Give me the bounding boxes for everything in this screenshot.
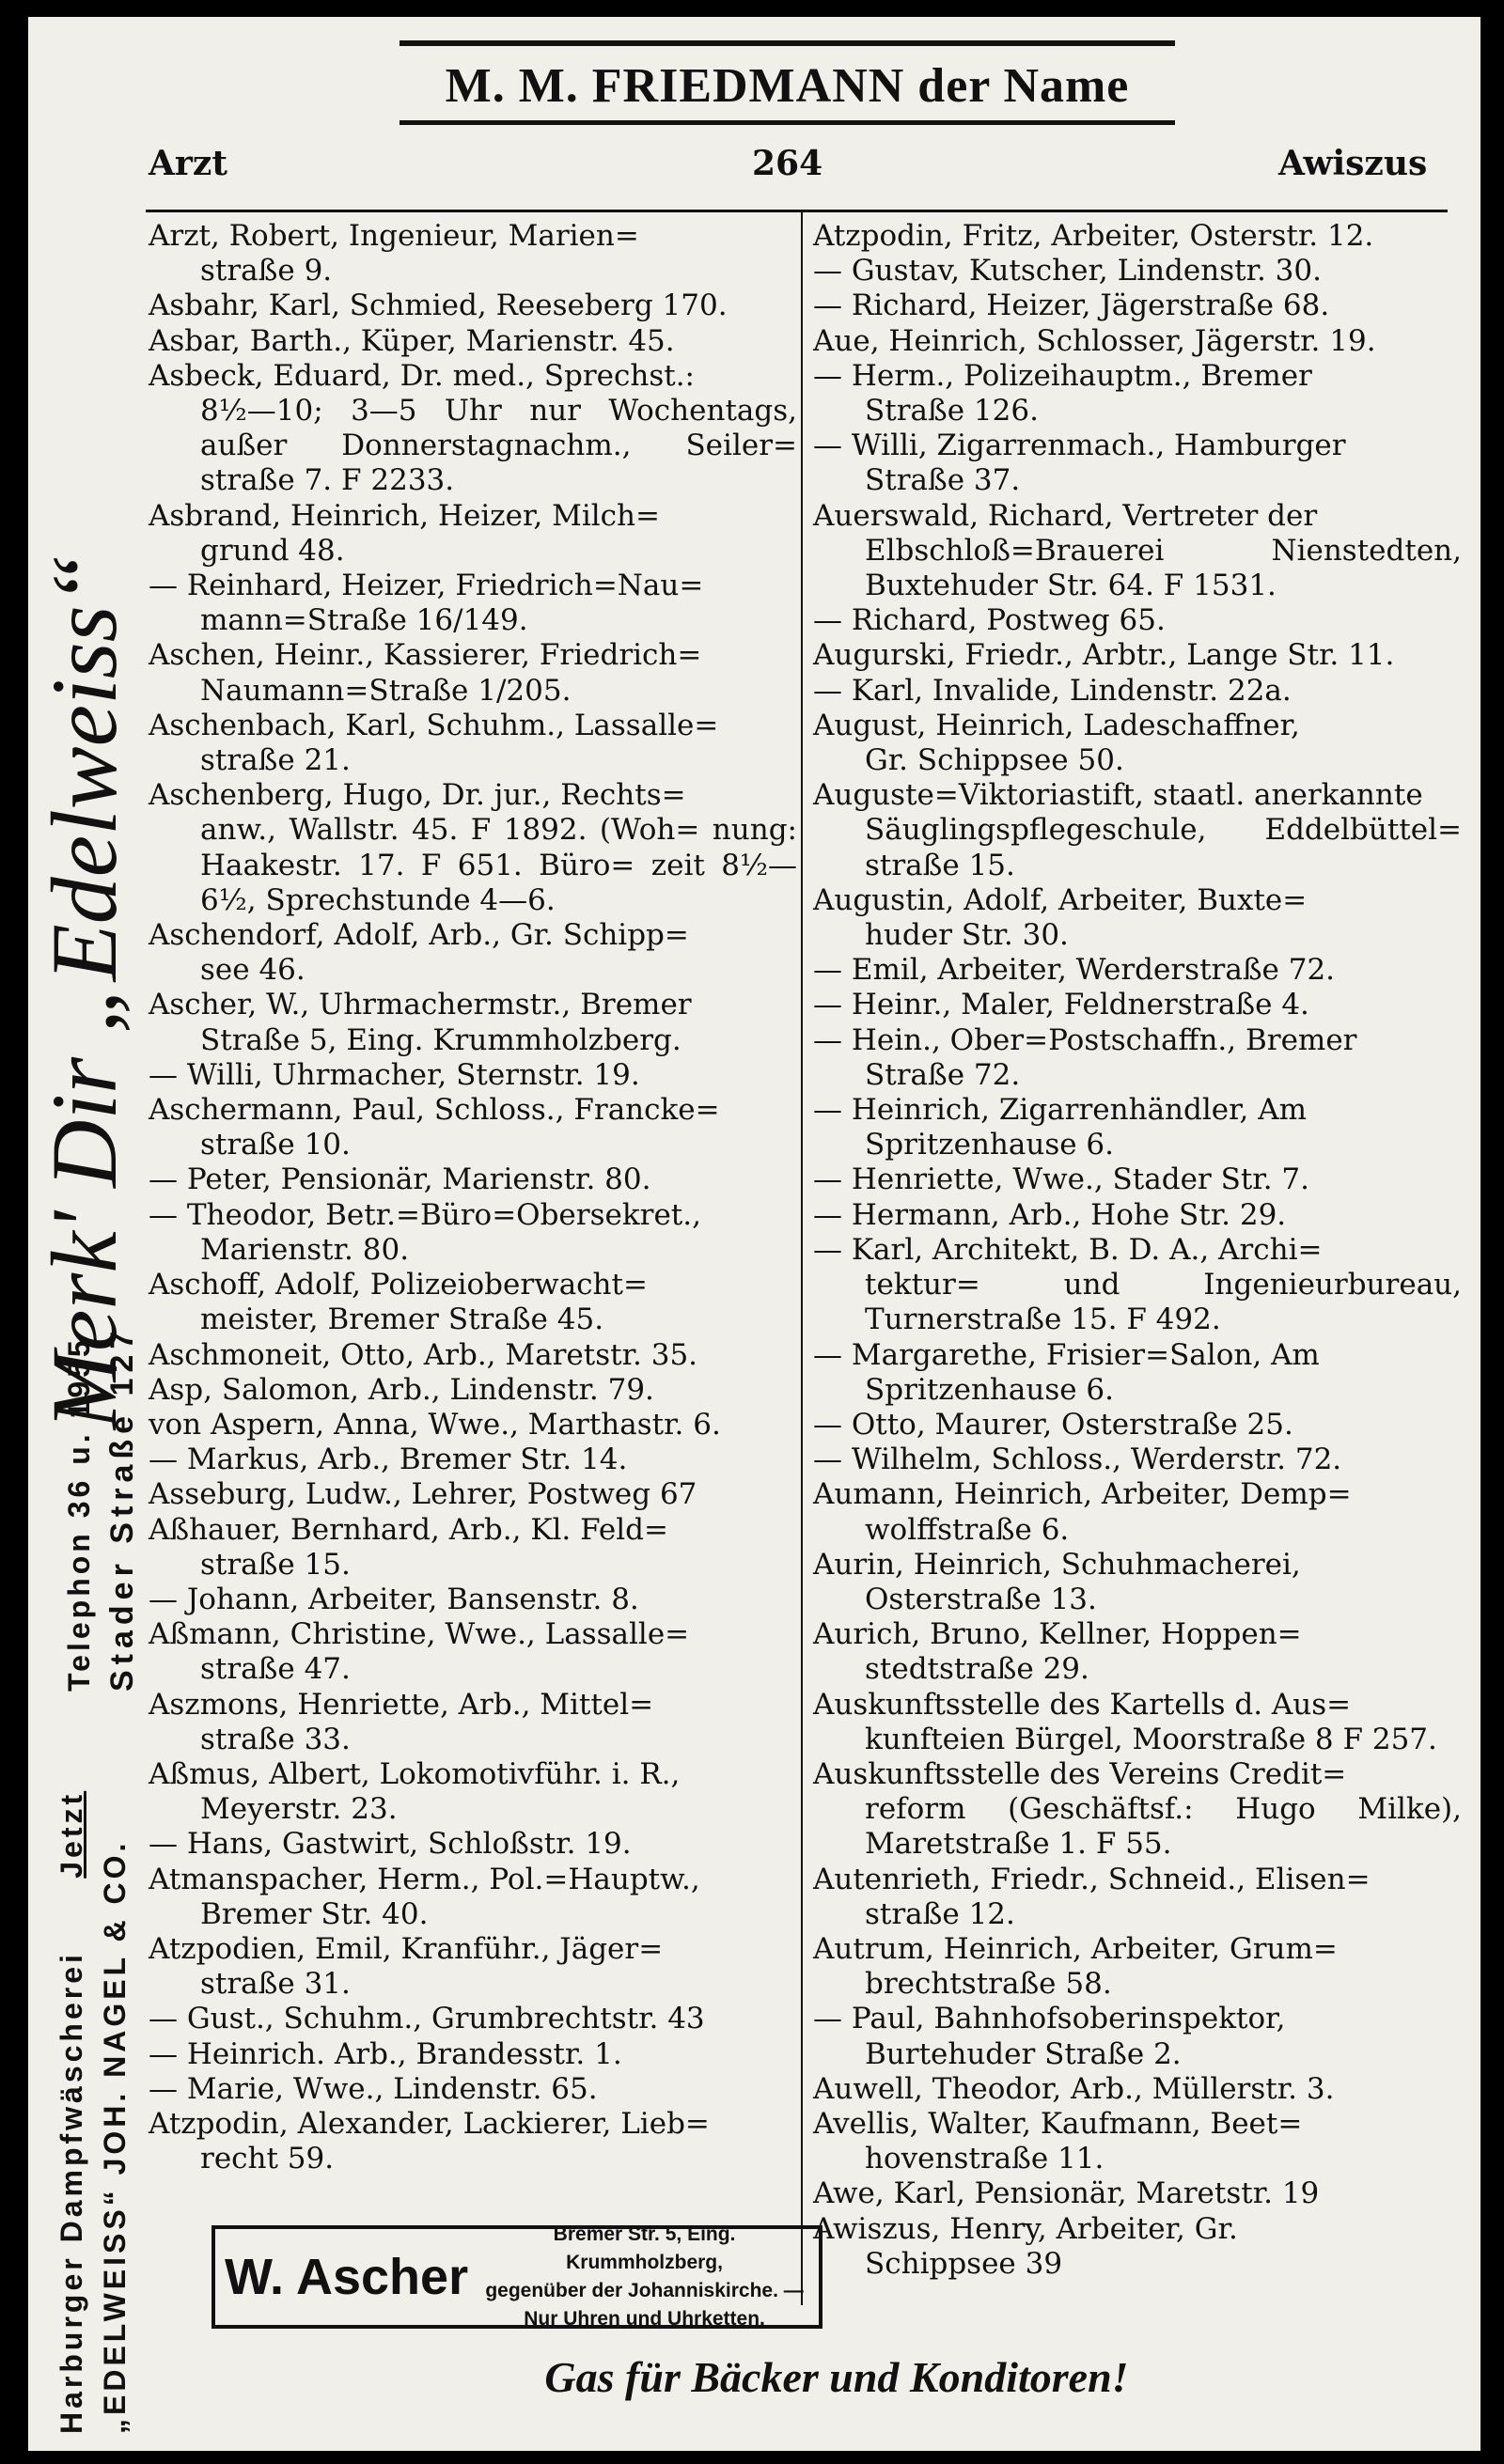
entry-continuation: Straße 37. [865, 463, 1021, 498]
entry-text: — Henriette, Wwe., Stader Str. 7. [813, 1162, 1309, 1197]
directory-entry [149, 359, 797, 499]
entry-text: — Heinrich, Zigarrenhändler, Am [813, 1093, 1308, 1128]
entry-text: Aschenbach, Karl, Schuhm., Lassalle= [149, 708, 719, 742]
directory-entry [813, 1233, 1462, 1338]
footer-slogan: Gas für Bäcker und Konditoren! [544, 2353, 1129, 2401]
side-phone: Telephon 36 u. 1955 [62, 1336, 96, 1692]
entry-text: — Richard, Postweg 65. [813, 603, 1166, 638]
top-rule [400, 40, 1175, 46]
entry-text: August, Heinrich, Ladeschaffner, [813, 708, 1300, 742]
page-number: 264 [752, 144, 823, 183]
header-right-keyword: Awiszus [1278, 144, 1428, 183]
entry-text: — Johann, Arbeiter, Bansenstr. 8. [149, 1582, 639, 1616]
entry-text: Augustin, Adolf, Arbeiter, Buxte= [813, 882, 1308, 917]
entry-continuation: Säuglingspflegeschule, Eddelbüttel= straße 15. [865, 813, 1462, 882]
directory-entry [813, 1548, 1462, 1617]
directory-entry [813, 289, 1462, 323]
directory-entry [813, 603, 1462, 638]
entry-text: Atzpodin, Fritz, Arbeiter, Osterstr. 12. [813, 219, 1374, 253]
banner-rule [400, 120, 1175, 125]
entry-text: Aschendorf, Adolf, Arb., Gr. Schipp= [149, 918, 689, 953]
entry-text: Avellis, Walter, Kaufmann, Beet= [813, 2106, 1303, 2141]
directory-entry [813, 1093, 1462, 1162]
entry-continuation: mann=Straße 16/149. [200, 603, 528, 638]
side-now: Jetzt [55, 1790, 88, 1879]
entry-text: — Richard, Heizer, Jägerstraße 68. [813, 289, 1330, 323]
entry-continuation: Schippsee 39 [865, 2246, 1063, 2281]
entry-text: Aumann, Heinrich, Arbeiter, Demp= [813, 1477, 1352, 1512]
entry-text: Aschen, Heinr., Kassierer, Friedrich= [149, 638, 702, 673]
directory-entry [149, 1617, 797, 1687]
entry-text: Asbar, Barth., Küper, Marienstr. 45. [149, 323, 675, 358]
directory-entry [149, 1477, 797, 1512]
directory-entry [149, 778, 797, 918]
entry-text: Autenrieth, Friedr., Schneid., Elisen= [813, 1862, 1371, 1896]
directory-entry [813, 324, 1462, 359]
directory-entry [149, 1827, 797, 1862]
entry-continuation: see 46. [200, 953, 306, 988]
entry-continuation: stedtstraße 29. [865, 1652, 1089, 1687]
directory-entry [149, 499, 797, 569]
directory-entry [813, 2072, 1462, 2107]
entry-text: Atmanspacher, Herm., Pol.=Hauptw., [149, 1862, 700, 1896]
banner-title: M. M. FRIEDMANN der Name [445, 58, 1130, 113]
entry-text: Aschoff, Adolf, Polizeioberwacht= [149, 1268, 648, 1302]
directory-entry [813, 953, 1462, 988]
entry-text: — Heinr., Maler, Feldnerstraße 4. [813, 988, 1309, 1022]
directory-entry [149, 2037, 797, 2072]
directory-entry [149, 2107, 797, 2176]
entry-text: — Marie, Wwe., Lindenstr. 65. [149, 2071, 598, 2106]
directory-entry [813, 1477, 1462, 1547]
directory-entry [813, 499, 1462, 604]
header-left-keyword: Arzt [149, 144, 227, 183]
entry-continuation: meister, Bremer Straße 45. [200, 1302, 604, 1337]
entry-text: — Peter, Pensionär, Marienstr. 80. [149, 1162, 651, 1197]
directory-entry [149, 1093, 797, 1162]
entry-continuation: grund 48. [200, 533, 345, 568]
entry-continuation: reform (Geschäftsf.: Hugo Milke), Maretstraße 1. F 55. [865, 1792, 1462, 1862]
entry-continuation: hovenstraße 11. [865, 2142, 1104, 2176]
entry-text: Aurin, Heinrich, Schuhmacherei, [813, 1547, 1301, 1582]
entry-continuation: kunfteien Bürgel, Moorstraße 8 F 257. [865, 1722, 1437, 1756]
entry-text: — Emil, Arbeiter, Werderstraße 72. [813, 953, 1336, 988]
directory-entry [813, 638, 1462, 673]
directory-entry [813, 2176, 1462, 2211]
directory-entry [149, 1583, 797, 1617]
directory-entry [813, 1198, 1462, 1233]
directory-entry [149, 1058, 797, 1093]
directory-entry [813, 1443, 1462, 1477]
directory-entry [149, 219, 797, 289]
directory-entry [813, 1408, 1462, 1443]
entry-text: Auguste=Viktoriastift, staatl. anerkannte [813, 778, 1423, 813]
entry-text: — Otto, Maurer, Osterstraße 25. [813, 1407, 1293, 1442]
entry-text: — Herm., Polizeihauptm., Bremer [813, 358, 1312, 393]
entry-text: Asseburg, Ludw., Lehrer, Postweg 67 [149, 1477, 697, 1512]
entry-continuation: anw., Wallstr. 45. F 1892. (Woh= nung: Haakestr. 17. F 651. Büro= zeit 8½—6½, Sprechstunde 4—6. [200, 813, 797, 917]
directory-entry [149, 988, 797, 1057]
directory-entry [813, 988, 1462, 1022]
entry-continuation: Marienstr. 80. [200, 1232, 410, 1267]
entry-text: Aue, Heinrich, Schlosser, Jägerstr. 19. [813, 323, 1376, 358]
entry-continuation: Osterstraße 13. [865, 1582, 1097, 1616]
entry-text: Aschermann, Paul, Schloss., Francke= [149, 1093, 720, 1128]
entry-text: Aschenberg, Hugo, Dr. jur., Rechts= [149, 778, 686, 813]
entry-text: Autrum, Heinrich, Arbeiter, Grum= [813, 1931, 1338, 1966]
directory-entry [149, 1688, 797, 1757]
ad-line-2: gegenüber der Johanniskirche. — [485, 2280, 804, 2301]
directory-page [28, 17, 1480, 2451]
entry-text: Asbahr, Karl, Schmied, Reeseberg 170. [149, 289, 728, 323]
directory-entry [813, 219, 1462, 254]
side-address: Stader Straße 127 [104, 1325, 140, 1692]
entry-text: Augurski, Friedr., Arbtr., Lange Str. 11. [813, 638, 1395, 673]
entry-text: — Hein., Ober=Postschaffn., Bremer [813, 1022, 1357, 1057]
entry-text: Arzt, Robert, Ingenieur, Marien= [149, 219, 639, 253]
entry-text: Ascher, W., Uhrmachermstr., Bremer [149, 988, 692, 1022]
entry-text: Auskunftsstelle des Vereins Credit= [813, 1756, 1347, 1791]
entry-continuation: Gr. Schippsee 50. [865, 743, 1124, 778]
directory-entry [813, 1688, 1462, 1757]
entry-text: Awiszus, Henry, Arbeiter, Gr. [813, 2211, 1238, 2246]
directory-entry [813, 254, 1462, 289]
entry-continuation: brechtstraße 58. [865, 1967, 1112, 2002]
entry-text: — Willi, Uhrmacher, Sternstr. 19. [149, 1057, 640, 1092]
directory-entry [149, 1863, 797, 1932]
entry-text: Asp, Salomon, Arb., Lindenstr. 79. [149, 1372, 654, 1407]
entry-continuation: Naumann=Straße 1/205. [200, 673, 572, 708]
entry-text: — Reinhard, Heizer, Friedrich=Nau= [149, 569, 704, 603]
directory-entry [149, 324, 797, 359]
directory-entry [149, 569, 797, 638]
directory-entry [813, 2002, 1462, 2071]
directory-entry [149, 2002, 797, 2036]
entry-text: Atzpodin, Alexander, Lackierer, Lieb= [149, 2106, 710, 2141]
directory-entry [813, 1338, 1462, 1408]
ad-line-3: Nur Uhren und Uhrketten. [524, 2308, 765, 2330]
entry-continuation: straße 12. [865, 1896, 1015, 1931]
entry-text: Aßmann, Christine, Wwe., Lassalle= [149, 1617, 690, 1652]
entry-continuation: straße 33. [200, 1722, 351, 1756]
entry-continuation: tektur= und Ingenieurbureau, Turnerstraße 15. F 492. [865, 1268, 1462, 1337]
directory-entry [813, 1863, 1462, 1932]
entry-text: — Theodor, Betr.=Büro=Obersekret., [149, 1197, 701, 1232]
entry-text: — Heinrich. Arb., Brandesstr. 1. [149, 2036, 622, 2071]
entry-text: — Gust., Schuhm., Grumbrechtstr. 43 [149, 2002, 705, 2036]
entry-continuation: Meyerstr. 23. [200, 1792, 398, 1827]
directory-entry [813, 1162, 1462, 1197]
entry-text: Atzpodien, Emil, Kranführ., Jäger= [149, 1931, 664, 1966]
left-column [149, 219, 797, 2176]
entry-continuation: recht 59. [200, 2142, 335, 2176]
directory-entry [813, 359, 1462, 429]
directory-entry [149, 1932, 797, 2002]
directory-entry [813, 1757, 1462, 1863]
advertisement-box [212, 2225, 822, 2329]
directory-entry [149, 1162, 797, 1197]
entry-text: Asbrand, Heinrich, Heizer, Milch= [149, 498, 660, 533]
entry-text: Aurich, Bruno, Kellner, Hoppen= [813, 1617, 1302, 1652]
directory-entry [149, 1513, 797, 1583]
entry-text: — Hans, Gastwirt, Schloßstr. 19. [149, 1827, 632, 1862]
ad-brand: W. Ascher [225, 2249, 469, 2305]
entry-continuation: straße 10. [200, 1128, 351, 1162]
directory-entry [813, 709, 1462, 778]
entry-continuation: straße 31. [200, 1967, 351, 2002]
entry-text: — Gustav, Kutscher, Lindenstr. 30. [813, 254, 1322, 289]
entry-continuation: Elbschloß=Brauerei Nienstedten, Buxtehuder Str. 64. F 1531. [865, 533, 1462, 603]
directory-entry [813, 1617, 1462, 1687]
entry-continuation: Spritzenhause 6. [865, 1372, 1115, 1407]
side-slogan: Merk' Dir „Edelweiss“ [32, 553, 136, 1430]
directory-entry [813, 2212, 1462, 2282]
ad-line-1: Bremer Str. 5, Eing. Krummholzberg, [553, 2223, 736, 2273]
entry-text: — Wilhelm, Schloss., Werderstr. 72. [813, 1443, 1342, 1477]
directory-entry [149, 1268, 797, 1337]
entry-continuation: Burtehuder Straße 2. [865, 2036, 1182, 2071]
column-divider [801, 210, 803, 2305]
entry-text: Aßmus, Albert, Lokomotivführ. i. R., [149, 1756, 681, 1791]
entry-continuation: wolffstraße 6. [865, 1512, 1070, 1547]
directory-entry [149, 2072, 797, 2107]
directory-entry [149, 1408, 797, 1443]
directory-entry [149, 1198, 797, 1268]
directory-entry [813, 778, 1462, 883]
entry-text: — Margarethe, Frisier=Salon, Am [813, 1337, 1320, 1372]
ad-details [479, 2221, 809, 2333]
directory-entry [149, 1373, 797, 1408]
side-company-1 [53, 1231, 90, 2434]
entry-text: Auerswald, Richard, Vertreter der [813, 498, 1318, 533]
entry-text: von Aspern, Anna, Wwe., Marthastr. 6. [149, 1407, 721, 1442]
right-column [813, 219, 1462, 2282]
entry-text: — Hermann, Arb., Hohe Str. 29. [813, 1197, 1287, 1232]
directory-entry [149, 638, 797, 708]
directory-entry [149, 289, 797, 323]
entry-text: — Paul, Bahnhofsoberinspektor, [813, 2002, 1286, 2036]
entry-text: — Karl, Architekt, B. D. A., Archi= [813, 1232, 1323, 1267]
entry-continuation: straße 47. [200, 1652, 351, 1687]
entry-continuation: Straße 126. [865, 394, 1039, 429]
entry-text: — Karl, Invalide, Lindenstr. 22a. [813, 673, 1292, 708]
entry-text: — Willi, Zigarrenmach., Hamburger [813, 429, 1346, 463]
entry-continuation: straße 9. [200, 254, 333, 289]
header-rule [146, 210, 1448, 212]
directory-entry [813, 883, 1462, 953]
directory-entry [813, 1023, 1462, 1093]
entry-text: Auwell, Theodor, Arb., Müllerstr. 3. [813, 2071, 1335, 2106]
entry-text: Auskunftsstelle des Kartells d. Aus= [813, 1687, 1352, 1722]
entry-text: Awe, Karl, Pensionär, Maretstr. 19 [813, 2176, 1320, 2211]
entry-continuation: 8½—10; 3—5 Uhr nur Wochentags, außer Donnerstagnachm., Seiler= straße 7. F 2233. [200, 394, 797, 498]
directory-entry [149, 918, 797, 988]
directory-entry [813, 674, 1462, 709]
directory-entry [813, 1932, 1462, 2002]
entry-text: Aschmoneit, Otto, Arb., Maretstr. 35. [149, 1337, 698, 1372]
entry-text: Aßhauer, Bernhard, Arb., Kl. Feld= [149, 1512, 668, 1547]
entry-continuation: Spritzenhause 6. [865, 1128, 1115, 1162]
entry-continuation: straße 21. [200, 743, 351, 778]
side-company-name: Harburger Dampfwäscherei [55, 1951, 88, 2434]
directory-entry [813, 429, 1462, 498]
entry-text: Aszmons, Henriette, Arb., Mittel= [149, 1687, 654, 1722]
entry-continuation: straße 15. [200, 1547, 351, 1582]
side-company-2: „EDELWEISS“ JOH. NAGEL & CO. [98, 1839, 132, 2434]
directory-entry [149, 1338, 797, 1373]
directory-entry [149, 1443, 797, 1477]
entry-continuation: Bremer Str. 40. [200, 1896, 429, 1931]
entry-text: Asbeck, Eduard, Dr. med., Sprechst.: [149, 358, 695, 393]
entry-continuation: Straße 72. [865, 1057, 1021, 1092]
directory-entry [813, 2107, 1462, 2176]
directory-entry [149, 1757, 797, 1827]
directory-entry [149, 709, 797, 778]
entry-continuation: huder Str. 30. [865, 918, 1069, 953]
entry-text: — Markus, Arb., Bremer Str. 14. [149, 1443, 628, 1477]
entry-continuation: Straße 5, Eing. Krummholzberg. [200, 1022, 682, 1057]
